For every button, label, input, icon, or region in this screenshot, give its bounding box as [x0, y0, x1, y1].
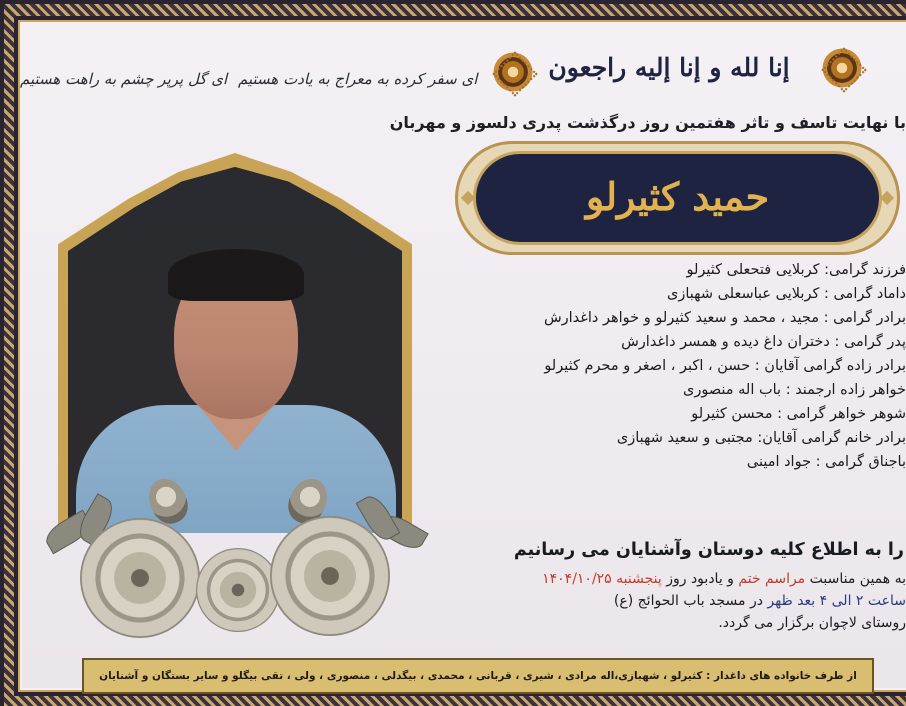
rose-icon — [196, 548, 280, 632]
verse-right: ای سفر کرده به معراج به یادت هستیم — [238, 70, 478, 88]
rose-icon — [270, 516, 390, 636]
diamond-ornament-icon — [880, 191, 894, 205]
name-plaque-inner — [473, 151, 882, 245]
quran-calligraphy: إنا لله و إنا إليه راجعون — [548, 53, 790, 82]
ceremony-details — [400, 568, 906, 634]
rosette-icon — [822, 48, 862, 88]
relative-line: برادر خانم گرامی آقایان: مجتبی و سعید شهبازی — [616, 430, 906, 446]
deceased-name: حمید کثیرلو — [585, 174, 770, 219]
ceremony-intro: به همین مناسبت — [809, 571, 906, 587]
ceremony-type: مراسم ختم — [738, 571, 806, 587]
ceremony-place: در مسجد باب الحوائج (ع) — [613, 593, 763, 609]
relative-line: برادر گرامی : مجید ، محمد و سعید کثیرلو و خواهر داغدارش — [543, 310, 906, 326]
ceremony-time: ساعت ۲ الی ۴ بعد ظهر — [767, 593, 906, 609]
relative-line: شوهر خواهر گرامی : محسن کثیرلو — [691, 406, 906, 422]
rose-icon — [80, 518, 200, 638]
relative-line: برادر زاده گرامی آقایان : حسن ، اکبر ، اصغر و محرم کثیرلو — [544, 358, 906, 374]
relative-line: باجناق گرامی : جواد امینی — [746, 454, 906, 470]
verse-left: ای گل پرپر چشم به راهت هستیم — [20, 70, 228, 88]
relatives-list — [430, 258, 906, 474]
ceremony-village: روستای لاچوان برگزار می گردد. — [718, 615, 906, 631]
relative-line: داماد گرامی : کربلایی عباسعلی شهبازی — [666, 286, 906, 302]
footer-families: از طرف خانواده های داغدار : کثیرلو ، شهبازی،اله مرادی ، شیری ، قربانی ، محمدی ، بیگدلی ، منصوری ، ولی ، تقی بیگلو و سایر بستگان و آشنایان — [82, 658, 874, 694]
announcement-headline: با نهایت تاسف و تاثر هفتمین روز درگذشت پدری دلسوز و مهربان — [389, 113, 906, 132]
portrait-photo — [68, 167, 402, 533]
rosette-icon — [493, 52, 533, 92]
invitation-text: را به اطلاع کلیه دوستان وآشنایان می رسانیم — [513, 540, 904, 560]
relative-line: فرزند گرامی: کربلایی فتحعلی کثیرلو — [686, 262, 906, 278]
name-plaque — [455, 141, 900, 255]
relative-line: پدر گرامی : دختران داغ دیده و همسر داغدارش — [621, 334, 906, 350]
ceremony-day-label: و یادبود روز — [666, 571, 734, 587]
relative-line: خواهر زاده ارجمند : باب اله منصوری — [682, 382, 906, 398]
ceremony-date: پنجشنبه ۱۴۰۴/۱۰/۲۵ — [542, 571, 662, 587]
